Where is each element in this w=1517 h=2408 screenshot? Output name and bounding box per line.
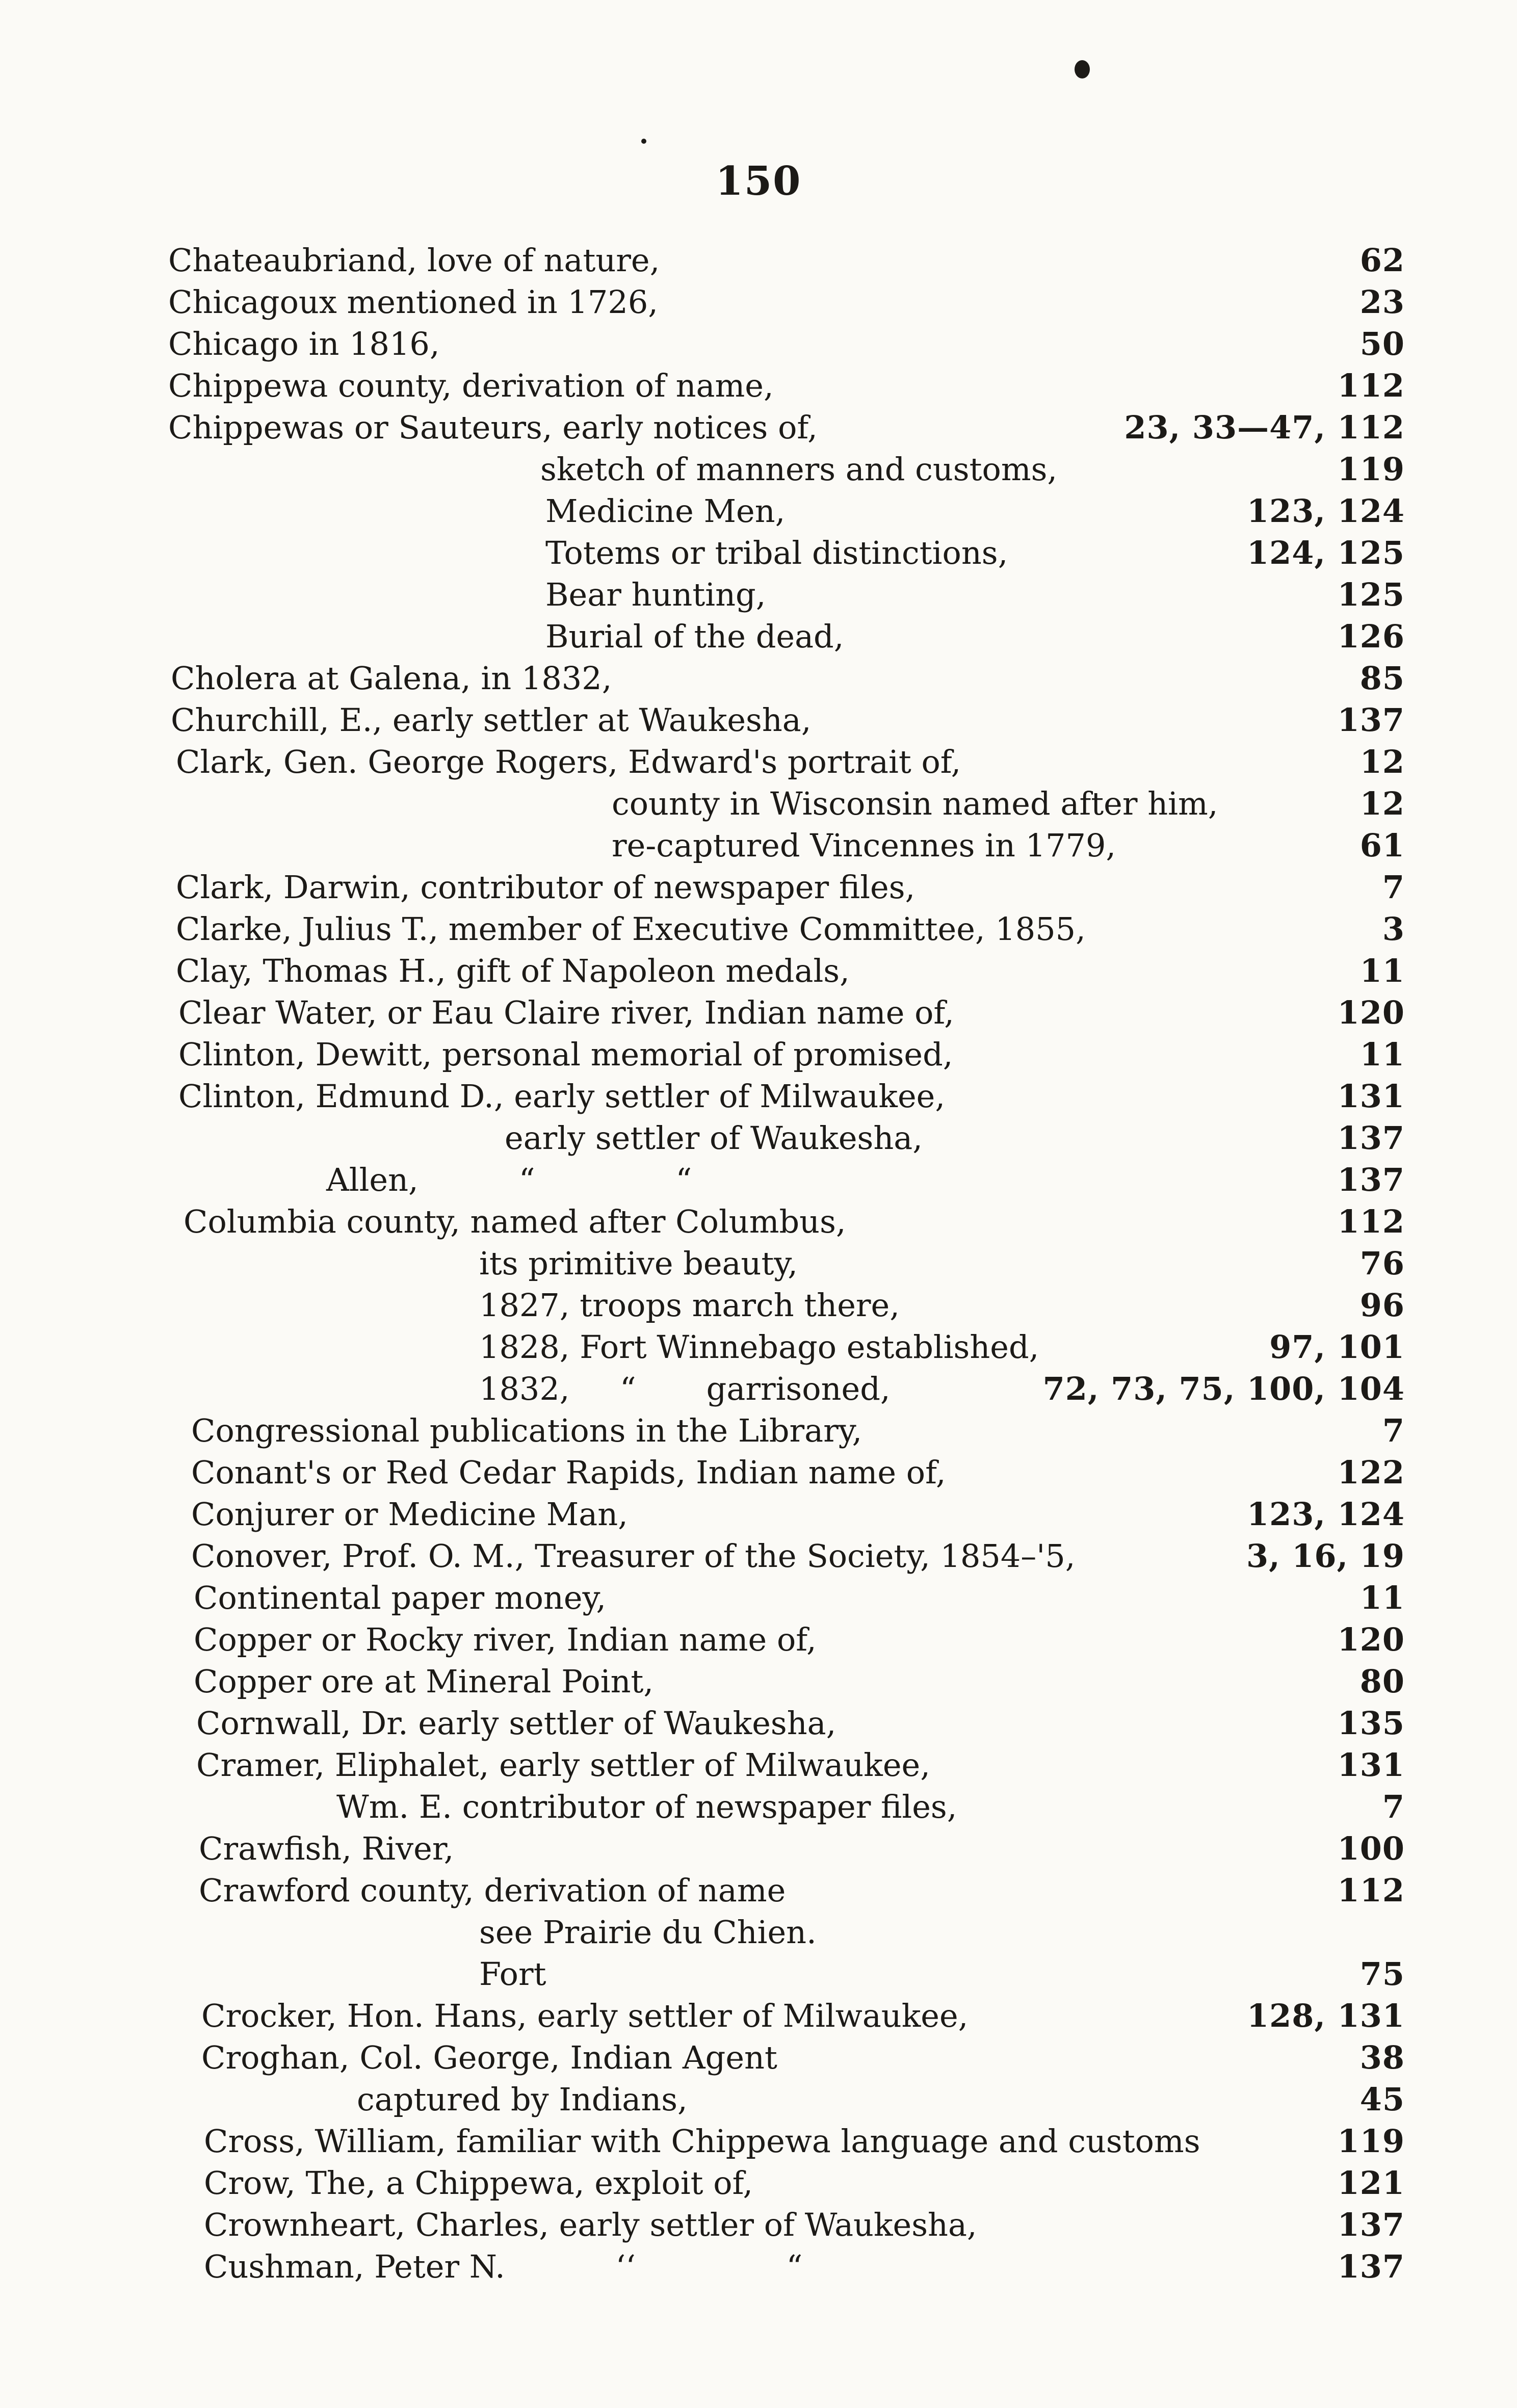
index-entry-crow: [0, 2162, 1517, 2204]
index-entry-cushman: [0, 2246, 1517, 2288]
index-entry-cholera: [0, 658, 1517, 699]
entry-pages: 3: [1382, 910, 1405, 948]
entry-text: Crawfish, River,: [199, 1830, 454, 1867]
entry-text: captured by Indians,: [357, 2081, 688, 2118]
entry-text: Clear Water, or Eau Claire river, Indian name of,: [178, 994, 954, 1031]
entry-text: Copper ore at Mineral Point,: [194, 1663, 654, 1700]
entry-text: Clinton, Edmund D., early settler of Milwaukee,: [178, 1078, 946, 1115]
entry-text: sketch of manners and customs,: [540, 451, 1058, 488]
entry-pages: 119: [1337, 451, 1405, 488]
index-subentry: [0, 449, 1517, 490]
entry-pages: 75: [1359, 1955, 1405, 1993]
entry-text: Chippewas or Sauteurs, early notices of,: [168, 409, 818, 446]
index-subentry: [0, 783, 1517, 825]
entry-pages: 7: [1382, 869, 1405, 906]
index-subentry: [0, 1243, 1517, 1285]
ink-speck: [641, 139, 646, 144]
entry-text: Medicine Men,: [545, 492, 786, 530]
index-entry-churchill: [0, 699, 1517, 741]
entry-text: Totems or tribal distinctions,: [545, 534, 1008, 571]
entry-pages: 112: [1337, 1203, 1405, 1240]
index-entry-chippewas: [0, 407, 1517, 449]
entry-text: Churchill, E., early settler at Waukesha,: [171, 701, 812, 739]
entry-text: Clark, Darwin, contributor of newspaper files,: [176, 869, 916, 906]
index-entry-chicagoux: [0, 281, 1517, 323]
entry-text: Croghan, Col. George, Indian Agent: [201, 2039, 777, 2076]
entry-pages: 112: [1337, 1872, 1405, 1909]
entry-text: Crow, The, a Chippewa, exploit of,: [204, 2164, 753, 2202]
entry-pages: 12: [1359, 743, 1405, 780]
index-subentry: [0, 1953, 1517, 1995]
entry-pages: 122: [1337, 1454, 1405, 1491]
index-entry-croghan: [0, 2037, 1517, 2079]
entry-pages: 3, 16, 19: [1246, 1537, 1405, 1575]
entry-pages: 100: [1337, 1830, 1405, 1867]
entry-pages: 137: [1337, 701, 1405, 739]
entry-pages: 23: [1359, 283, 1405, 321]
entry-pages: 12: [1359, 785, 1405, 822]
entry-pages: 50: [1359, 325, 1405, 362]
entry-pages: 7: [1382, 1788, 1405, 1825]
index-subentry: [0, 1326, 1517, 1368]
index-subentry: [0, 1786, 1517, 1828]
entry-pages: 137: [1337, 1119, 1405, 1157]
entry-pages: 137: [1337, 1161, 1405, 1198]
entry-text: Crownheart, Charles, early settler of Waukesha,: [204, 2206, 977, 2243]
entry-text: Clark, Gen. George Rogers, Edward's portrait of,: [176, 743, 961, 780]
index-entry-columbia-county: [0, 1201, 1517, 1243]
entry-text: re-captured Vincennes in 1779,: [612, 827, 1116, 864]
entry-pages: 131: [1337, 1746, 1405, 1784]
entry-text: 1828, Fort Winnebago established,: [479, 1328, 1039, 1366]
index-subentry: [0, 1117, 1517, 1159]
index-entry-continental: [0, 1577, 1517, 1619]
entry-pages: 112: [1337, 367, 1405, 404]
entry-text: Fort: [479, 1955, 546, 1993]
entry-pages: 120: [1337, 1621, 1405, 1658]
index-entry-clark-darwin: [0, 867, 1517, 908]
entry-text: Clinton, Dewitt, personal memorial of promised,: [178, 1036, 953, 1073]
index-entry-clark-george: [0, 741, 1517, 783]
entry-text: Crawford county, derivation of name: [199, 1872, 786, 1909]
entry-text: Cramer, Eliphalet, early settler of Milwaukee,: [196, 1746, 930, 1784]
entry-text: Wm. E. contributor of newspaper files,: [336, 1788, 957, 1825]
entry-pages: 72, 73, 75, 100, 104: [1042, 1370, 1405, 1407]
index-entry-chicago: [0, 323, 1517, 365]
index-entry-crocker: [0, 1995, 1517, 2037]
entry-pages: 137: [1337, 2248, 1405, 2285]
index-entry-crawford-county: [0, 1870, 1517, 1912]
index-entry-copper-ore: [0, 1661, 1517, 1703]
index-entry-chippewa-county: [0, 365, 1517, 407]
index-entry-copper-river: [0, 1619, 1517, 1661]
entry-pages: 137: [1337, 2206, 1405, 2243]
entry-text: Clarke, Julius T., member of Executive Committee, 1855,: [176, 910, 1086, 948]
entry-text: 1832, “ garrisoned,: [479, 1370, 891, 1407]
entry-text: 1827, troops march there,: [479, 1287, 900, 1324]
ink-speck: [1075, 60, 1090, 78]
entry-pages: 61: [1359, 827, 1405, 864]
entry-text: Conover, Prof. O. M., Treasurer of the Society, 1854–'5,: [191, 1537, 1076, 1575]
entry-pages: 135: [1337, 1705, 1405, 1742]
entry-pages: 131: [1337, 1078, 1405, 1115]
entry-text: early settler of Waukesha,: [505, 1119, 923, 1157]
entry-text: Allen, “ “: [326, 1161, 692, 1198]
entry-pages: 128, 131: [1246, 1997, 1405, 2034]
entry-text: Cholera at Galena, in 1832,: [171, 660, 612, 697]
index-subentry: [0, 1285, 1517, 1326]
index-subentry: [0, 490, 1517, 532]
index-entry-cornwall: [0, 1703, 1517, 1744]
entry-pages: 7: [1382, 1412, 1405, 1449]
index-subentry: [0, 1368, 1517, 1410]
entry-text: Cross, William, familiar with Chippewa language and customs: [204, 2123, 1200, 2160]
entry-pages: 125: [1337, 576, 1405, 613]
index-entry-clear-water: [0, 992, 1517, 1034]
entry-text: Columbia county, named after Columbus,: [184, 1203, 846, 1240]
index-subentry: [0, 1159, 1517, 1201]
index-entry-cramer: [0, 1744, 1517, 1786]
index-entry-conover: [0, 1535, 1517, 1577]
index-entry-crownheart: [0, 2204, 1517, 2246]
index-entry-clinton-edmund: [0, 1076, 1517, 1117]
entry-pages: 11: [1359, 1579, 1405, 1616]
entry-text: Clay, Thomas H., gift of Napoleon medals,: [176, 952, 850, 989]
entry-text: see Prairie du Chien.: [479, 1914, 817, 1951]
entry-pages: 80: [1359, 1663, 1405, 1700]
entry-text: Crocker, Hon. Hans, early settler of Milwaukee,: [201, 1997, 969, 2034]
entry-text: Cornwall, Dr. early settler of Waukesha,: [196, 1705, 836, 1742]
index-entry-conants: [0, 1452, 1517, 1494]
entry-pages: 97, 101: [1269, 1328, 1405, 1366]
entry-text: county in Wisconsin named after him,: [612, 785, 1218, 822]
index-entry-clinton-dewitt: [0, 1034, 1517, 1076]
entry-pages: 126: [1337, 618, 1405, 655]
index-entry-conjurer: [0, 1494, 1517, 1535]
entry-text: Conant's or Red Cedar Rapids, Indian name of,: [191, 1454, 946, 1491]
entry-pages: 45: [1359, 2081, 1405, 2118]
entry-text: Congressional publications in the Library,: [191, 1412, 862, 1449]
index-entry-clarke: [0, 908, 1517, 950]
entry-pages: 23, 33—47, 112: [1124, 409, 1405, 446]
index-entry-chateaubriand: [0, 240, 1517, 281]
entry-text: Copper or Rocky river, Indian name of,: [194, 1621, 817, 1658]
entry-pages: 123, 124: [1246, 492, 1405, 530]
entry-text: Chicagoux mentioned in 1726,: [168, 283, 658, 321]
entry-text: Burial of the dead,: [545, 618, 844, 655]
index-subentry: [0, 825, 1517, 867]
entry-pages: 85: [1359, 660, 1405, 697]
entry-pages: 120: [1337, 994, 1405, 1031]
entry-pages: 62: [1359, 242, 1405, 279]
index-subentry: [0, 616, 1517, 658]
entry-text: Continental paper money,: [194, 1579, 607, 1616]
entry-text: Chippewa county, derivation of name,: [168, 367, 774, 404]
entry-text: Conjurer or Medicine Man,: [191, 1496, 628, 1533]
entry-text: Chateaubriand, love of nature,: [168, 242, 660, 279]
entry-text: Bear hunting,: [545, 576, 766, 613]
entry-pages: 96: [1359, 1287, 1405, 1324]
index-entry-crawfish: [0, 1828, 1517, 1870]
entry-pages: 124, 125: [1246, 534, 1405, 571]
page-number: 150: [715, 158, 802, 204]
index-subentry: [0, 532, 1517, 574]
index-subentry: [0, 1912, 1517, 1953]
entry-text: Cushman, Peter N. ‘‘ “: [204, 2248, 803, 2285]
index-subentry: [0, 2079, 1517, 2121]
entry-pages: 119: [1337, 2123, 1405, 2160]
index-subentry: [0, 574, 1517, 616]
entry-pages: 11: [1359, 1036, 1405, 1073]
entry-text: its primitive beauty,: [479, 1245, 798, 1282]
entry-pages: 121: [1337, 2164, 1405, 2202]
entry-pages: 11: [1359, 952, 1405, 989]
entry-pages: 76: [1359, 1245, 1405, 1282]
entry-text: Chicago in 1816,: [168, 325, 440, 362]
entry-pages: 38: [1359, 2039, 1405, 2076]
index-entry-clay: [0, 950, 1517, 992]
index-entry-cross: [0, 2121, 1517, 2162]
index-entry-congressional: [0, 1410, 1517, 1452]
entry-pages: 123, 124: [1246, 1496, 1405, 1533]
